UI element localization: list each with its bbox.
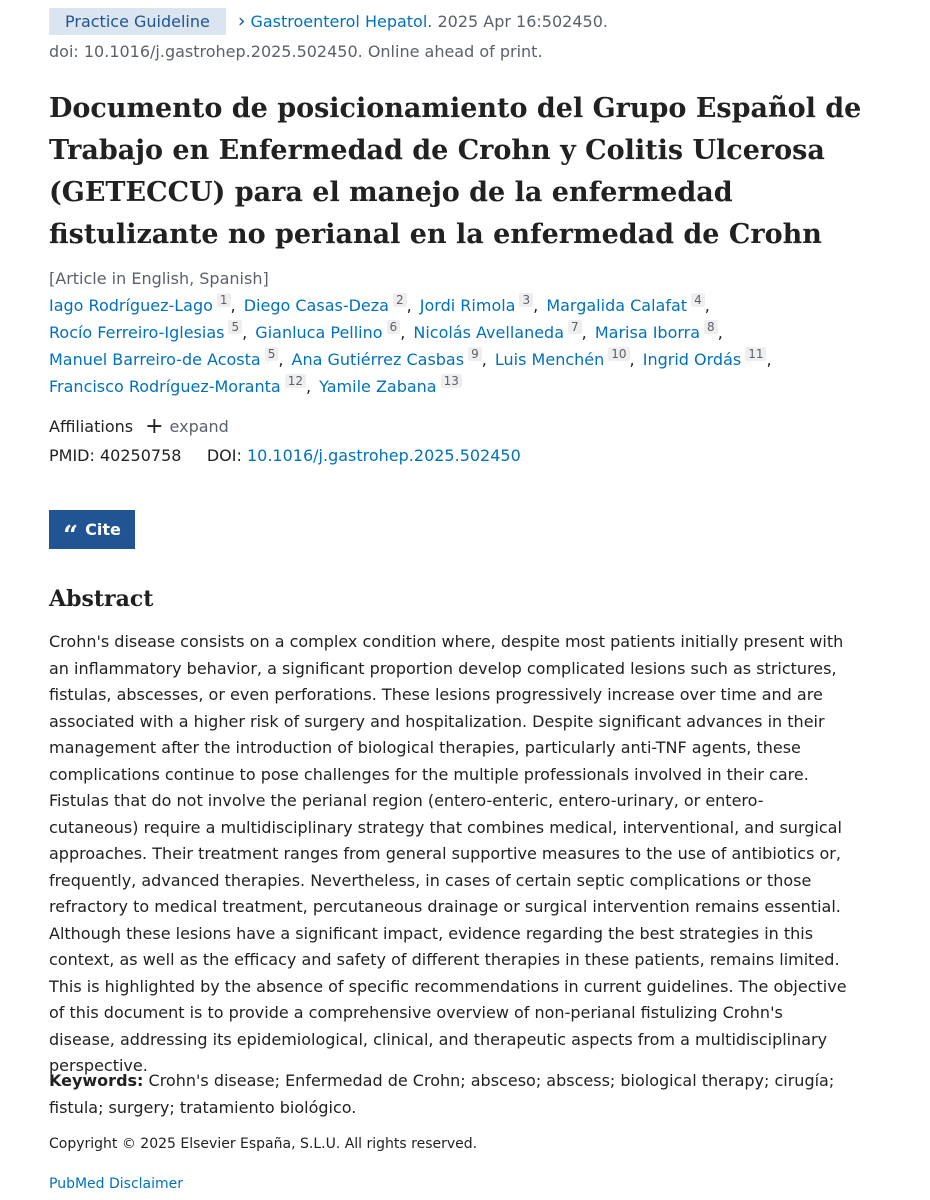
affiliation-number[interactable]: 1 [217,293,231,307]
quote-icon: “ [63,520,79,551]
affiliation-number[interactable]: 13 [441,374,462,388]
affiliation-number[interactable]: 7 [568,320,582,334]
author-link[interactable]: Francisco Rodríguez-Moranta [49,377,281,396]
affiliation-number[interactable]: 2 [393,293,407,307]
author-item: Marisa Iborra 8 , [594,320,723,342]
author-link[interactable]: Luis Menchén [494,350,605,369]
author-item: Nicolás Avellaneda 7 , [413,320,587,342]
affiliation-number[interactable]: 9 [468,347,482,361]
affiliation-number[interactable]: 4 [691,293,705,307]
author-list [49,292,839,400]
affiliation-number[interactable]: 3 [519,293,533,307]
author-link[interactable]: Iago Rodríguez-Lago [49,296,213,315]
pmid-value: 40250758 [99,446,182,465]
author-item: Jordi Rimola 3 , [419,293,539,315]
abstract-heading: Abstract [49,586,154,612]
affiliations-label: Affiliations [49,416,134,436]
keywords-text: Crohn's disease; Enfermedad de Crohn; absceso; abscess; biological therapy; cirugía; fistula; surgery; tratamiento biológico. [49,1071,835,1117]
author-link[interactable]: Margalida Calafat [546,296,688,315]
affiliation-number[interactable]: 6 [387,320,401,334]
author-item: Rocío Ferreiro-Iglesias 5 , [49,320,248,342]
affiliations-toggle[interactable] [49,415,229,437]
pubmed-disclaimer-link[interactable]: PubMed Disclaimer [49,1176,184,1192]
journal-link[interactable]: Gastroenterol Hepatol. [250,12,433,31]
doi-link[interactable]: 10.1016/j.gastrohep.2025.502450 [246,446,521,465]
author-item: Luis Menchén 10 , [494,347,635,369]
author-link[interactable]: Yamile Zabana [319,377,437,396]
author-item: Francisco Rodríguez-Moranta 12 , [49,374,312,396]
affiliation-number[interactable]: 12 [285,374,306,388]
citation-date-text: 2025 Apr 16:502450. [437,12,608,31]
cite-button[interactable] [49,510,135,549]
pmid-label: PMID: [49,446,95,465]
author-link[interactable]: Diego Casas-Deza [243,296,389,315]
author-link[interactable]: Ana Gutiérrez Casbas [291,350,465,369]
keywords-label: Keywords: [49,1071,144,1090]
doi-label: DOI: [206,446,242,465]
abstract-text: Crohn's disease consists on a complex condition where, despite most patients initially present with an inflammatory behavior, a significant proportion develop complicated lesions such as strictures, fistulas, abscesses, or even perforations. These lesions progressively increase over time and are associated with a higher risk of surgery and hospitalization. Despite significant advances in their management after the introduction of biological therapies, particularly anti-TNF agents, these complications continue to pose challenges for the multiple professionals involved in their care. Fistulas that do not involve the perianal region (entero-enteric, entero-urinary, or entero-cutaneous) require a multidisciplinary strategy that combines medical, interventional, and surgical approaches. Their treatment ranges from general supportive measures to the use of antibiotics or, frequently, advanced therapies. Nevertheless, in cases of certain septic complications or those refractory to medical treatment, percutaneous drainage or surgical intervention remains essential. Although these lesions have a significant impact, evidence regarding the best strategies in this context, as well as the efficacy and safety of different therapies in these patients, remains limited. This is highlighted by the absence of specific recommendations in current guidelines. The objective of this document is to provide a comprehensive overview of non-perianal fistulizing Crohn's disease, addressing its epidemiological, clinical, and therapeutic aspects from a multidisciplinary perspective. [49,632,847,1075]
author-link[interactable]: Ingrid Ordás [642,350,742,369]
author-item: Iago Rodríguez-Lago 1 , [49,293,236,315]
cite-label: Cite [85,520,121,539]
doi-line: doi: 10.1016/j.gastrohep.2025.502450. Online ahead of print. [49,42,543,61]
author-link[interactable]: Marisa Iborra [594,323,701,342]
author-item: Manuel Barreiro-de Acosta 5 , [49,347,284,369]
author-link[interactable]: Nicolás Avellaneda [413,323,565,342]
identifiers [49,446,521,465]
affiliation-number[interactable]: 5 [265,347,279,361]
citation-meta [49,8,608,35]
author-link[interactable]: Jordi Rimola [419,296,516,315]
author-item: Diego Casas-Deza 2 , [243,293,412,315]
keywords [49,1068,849,1121]
author-link[interactable]: Manuel Barreiro-de Acosta [49,350,261,369]
language-note: [Article in English, Spanish] [49,269,269,288]
author-item: Margalida Calafat 4 , [546,293,710,315]
author-item [319,374,462,396]
author-link[interactable]: Gianluca Pellino [255,323,383,342]
affiliation-number[interactable]: 5 [228,320,242,334]
expand-label[interactable]: expand [169,416,229,436]
copyright: Copyright © 2025 Elsevier España, S.L.U. All rights reserved. [49,1136,478,1152]
affiliation-number[interactable]: 8 [704,320,718,334]
author-item: Ana Gutiérrez Casbas 9 , [291,347,487,369]
affiliation-number[interactable]: 11 [745,347,766,361]
chevron-right-icon[interactable]: › [237,10,246,32]
affiliation-number[interactable]: 10 [608,347,629,361]
author-item: Gianluca Pellino 6 , [255,320,406,342]
author-link[interactable]: Rocío Ferreiro-Iglesias [49,323,225,342]
author-item: Ingrid Ordás 11 , [642,347,772,369]
plus-icon[interactable]: + [145,414,164,439]
article-title: Documento de posicionamiento del Grupo Español de Trabajo en Enfermedad de Crohn y Colitis Ulcerosa (GETECCU) para el manejo de la enfermedad fistulizante no perianal en la enfermedad de Crohn [49,93,862,250]
citation-date [432,12,608,31]
publication-type-badge[interactable]: Practice Guideline [49,8,226,35]
